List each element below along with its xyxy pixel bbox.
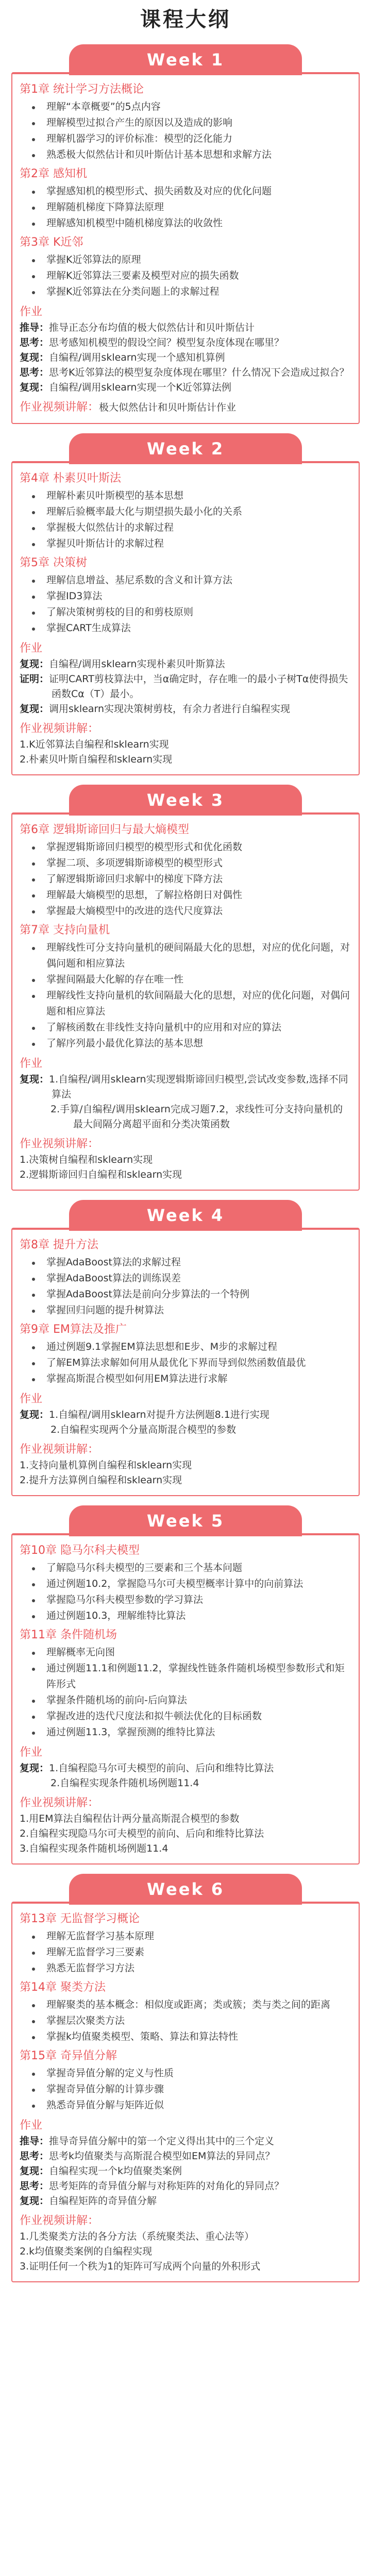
topic-item: 通过例题9.1掌握EM算法思想和E步、M步的求解过程 (25, 1339, 351, 1355)
review-item: 3.自编程实现条件随机场例题11.4 (20, 1843, 168, 1854)
review-item: 2.自编程实现隐马尔可夫模型的前向、后向和维特比算法 (20, 1828, 264, 1839)
homework-text: 思考感知机模型的假设空间？模型复杂度体现在哪里？ (49, 337, 284, 348)
homework-item (20, 1422, 351, 1437)
homework-text: 2.自编程实现条件随机场例题11.4 (50, 1777, 199, 1789)
review-item: 1.K近邻算法自编程和sklearn实现 (20, 739, 169, 750)
topic-item: 了解逻辑斯谛回归求解中的梯度下降方法 (25, 871, 351, 887)
week-block (11, 424, 360, 775)
topic-item: 掌握二项、多项逻辑斯谛模型的模型形式 (25, 855, 351, 871)
homework-text: 自编程实现一个k均值聚类案例 (49, 2165, 182, 2177)
review-item: 1.支持向量机算例自编程和sklearn实现 (20, 1460, 192, 1471)
topic-item: 理解概率无向图 (25, 1645, 351, 1660)
homework-item (20, 1408, 351, 1422)
homework-label: 推导： (20, 2136, 49, 2147)
homework-label: 复现： (20, 658, 49, 670)
homework-title: 作业 (20, 306, 43, 318)
topic-item: 掌握逻辑斯谛回归模型的模型形式和优化函数 (25, 839, 351, 855)
homework-item (20, 2179, 351, 2194)
homework-title: 作业 (20, 1393, 43, 1405)
week-tab: Week 1 (69, 44, 302, 75)
homework-item (20, 657, 351, 672)
topic-item: 掌握层次聚类方法 (25, 2013, 351, 2029)
week-block (11, 35, 360, 424)
topic-item: 掌握AdaBoost算法的训练误差 (25, 1270, 351, 1286)
chapter-title: 第4章 朴素贝叶斯法 (20, 472, 121, 485)
topic-item: 掌握AdaBoost算法的求解过程 (25, 1255, 351, 1270)
topic-item: 通过例题10.3，理解维特比算法 (25, 1608, 351, 1624)
topic-list (20, 839, 351, 919)
page-title: 课程大纲 (140, 8, 231, 31)
topic-list (20, 99, 351, 163)
week-tab: Week 2 (69, 433, 302, 464)
review-title: 作业视频讲解： (20, 2214, 99, 2227)
homework-item (20, 320, 351, 335)
week-block (11, 1191, 360, 1496)
topic-list (20, 1560, 351, 1624)
week-tab: Week 3 (69, 785, 302, 816)
topic-item: 理解聚类的基本概念：相似度或距离；类或簇；类与类之间的距离 (25, 1997, 351, 2013)
topic-item: 掌握奇异值分解的计算步骤 (25, 2081, 351, 2097)
topic-item: 熟悉奇异值分解与矩阵近似 (25, 2097, 351, 2113)
topic-item: 掌握贝叶斯估计的求解过程 (25, 536, 351, 552)
homework-label: 复现： (20, 2165, 49, 2177)
topic-list (20, 488, 351, 552)
topic-item: 了解决策树剪枝的目的和剪枝原则 (25, 604, 351, 620)
week-block (11, 775, 360, 1191)
topic-item: 理解朴素贝叶斯模型的基本思想 (25, 488, 351, 504)
homework-item (20, 365, 351, 380)
topic-list (20, 1928, 351, 1976)
topic-item: 掌握改进的迭代尺度法和拟牛顿法优化的目标函数 (25, 1708, 351, 1724)
topic-list (20, 1255, 351, 1318)
homework-text: 推导奇异值分解中的第一个定义得出其中的三个定义 (49, 2136, 275, 2147)
topic-list (20, 183, 351, 231)
topic-item: 掌握隐马尔科夫模型参数的学习算法 (25, 1592, 351, 1608)
week-card (11, 1902, 360, 2282)
topic-item: 理解感知机模型中随机梯度算法的收敛性 (25, 215, 351, 231)
topic-item: 掌握条件随机场的前向-后向算法 (25, 1692, 351, 1708)
homework-item (20, 1102, 351, 1132)
chapter-title: 第9章 EM算法及推广 (20, 1323, 127, 1336)
topic-item: 理解“本章概要”的5点内容 (25, 99, 351, 115)
homework-text: 2.手算/自编程/调用sklearn完成习题7.2，求线性可分支持向量机的最大间隔分离超平面和分类决策函数 (50, 1104, 343, 1130)
review-title: 作业视频讲解： (20, 1797, 99, 1809)
topic-item: 理解随机梯度下降算法原理 (25, 199, 351, 215)
topic-item: 理解最大熵模型的思想，了解拉格朗日对偶性 (25, 887, 351, 903)
topic-item: 掌握高斯混合模型如何用EM算法进行求解 (25, 1371, 351, 1387)
topic-item: 掌握极大似然估计的求解过程 (25, 520, 351, 536)
topic-item: 掌握K近邻算法的原理 (25, 252, 351, 268)
review-title (20, 399, 351, 416)
chapter-title: 第2章 感知机 (20, 167, 87, 180)
homework-text: 自编程/调用sklearn实现一个K近邻算法例 (49, 382, 231, 393)
homework-item (20, 2194, 351, 2209)
topic-list (20, 1339, 351, 1387)
homework-item (20, 1072, 351, 1102)
homework-label: 复现： (20, 352, 49, 363)
week-card (11, 1228, 360, 1496)
topic-list (20, 940, 351, 1052)
homework-text: 2.自编程实现两个分量高斯混合模型的参数 (50, 1424, 237, 1435)
topic-item: 理解无监督学习三要素 (25, 1944, 351, 1960)
review-item: 1.几类聚类方法的各分方法（系统聚类法、重心法等） (20, 2231, 255, 2242)
homework-text: 1.自编程/调用sklearn实现逻辑斯谛回归模型,尝试改变参数,选择不同算法 (49, 1074, 348, 1100)
topic-list (20, 252, 351, 300)
homework-item (20, 380, 351, 395)
chapter-title: 第13章 无监督学习概论 (20, 1912, 140, 1925)
weeks-container (0, 35, 371, 2282)
review-item: 2.k均值聚类案例的自编程实现 (20, 2246, 153, 2257)
review-item: 2.朴素贝叶斯自编程和sklearn实现 (20, 754, 173, 765)
homework-label: 推导： (20, 322, 49, 333)
homework-item (20, 2149, 351, 2164)
week-card (11, 461, 360, 775)
topic-item: 掌握感知机的模型形式、损失函数及对应的优化问题 (25, 183, 351, 199)
homework-text: 思考矩阵的奇异值分解与对称矩阵的对角化的异同点？ (49, 2180, 284, 2192)
topic-item: 了解EM算法求解如何用从最优化下界而导到似然函数值最优 (25, 1355, 351, 1371)
topic-item: 掌握CART生成算法 (25, 620, 351, 636)
chapter-title: 第7章 支持向量机 (20, 924, 110, 937)
topic-item: 熟悉无监督学习方法 (25, 1960, 351, 1976)
week-block (11, 1865, 360, 2282)
homework-item (20, 2164, 351, 2179)
homework-label: 思考： (20, 367, 49, 378)
topic-item: 了解核函数在非线性支持向量机中的应用和对应的算法 (25, 1020, 351, 1036)
topic-item: 掌握ID3算法 (25, 588, 351, 604)
week-card (11, 72, 360, 424)
topic-item: 理解线性可分支持向量机的硬间隔最大化的思想，对应的优化问题，对偶问题和相应算法 (25, 940, 351, 972)
homework-text: 自编程矩阵的奇异值分解 (49, 2195, 157, 2207)
topic-item: 掌握间隔最大化解的存在唯一性 (25, 972, 351, 988)
topic-item: 了解隐马尔科夫模型的三要素和三个基本问题 (25, 1560, 351, 1576)
review-item: 1.用EM算法自编程估计两分量高斯混合模型的参数 (20, 1813, 240, 1824)
topic-item: 理解机器学习的评价标准：模型的泛化能力 (25, 131, 351, 147)
topic-list (20, 1997, 351, 2045)
homework-label: 复现： (20, 382, 49, 393)
topic-item: 掌握K近邻算法在分类问题上的求解过程 (25, 284, 351, 300)
homework-label: 复现： (20, 1074, 49, 1085)
homework-label: 思考： (20, 337, 49, 348)
topic-list (20, 2065, 351, 2113)
homework-text: 自编程/调用sklearn实现朴素贝叶斯算法 (49, 658, 225, 670)
homework-item (20, 335, 351, 350)
homework-text: 1.自编程隐马尔可夫模型的前向、后向和维特比算法 (49, 1762, 274, 1774)
topic-item: 理解K近邻算法三要素及模型对应的损失函数 (25, 268, 351, 284)
topic-item: 通过例题10.2，掌握隐马尔可夫模型概率计算中的向前算法 (25, 1576, 351, 1592)
homework-label: 复现： (20, 1409, 49, 1420)
chapter-title: 第6章 逻辑斯谛回归与最大熵模型 (20, 823, 189, 836)
homework-label: 复现： (20, 2195, 49, 2207)
topic-item: 通过例题11.1和例题11.2，掌握线性链条件随机场模型参数形式和矩阵形式 (25, 1660, 351, 1692)
homework-text: 1.自编程/调用sklearn对提升方法例题8.1进行实现 (49, 1409, 269, 1420)
homework-label: 证明： (20, 673, 49, 685)
topic-item: 理解信息增益、基尼系数的含义和计算方法 (25, 572, 351, 588)
homework-text: 证明CART剪枝算法中，当α确定时，存在唯一的最小子树Tα使得损失函数Cα（T）最小。 (49, 673, 348, 700)
homework-label: 思考： (20, 2150, 49, 2162)
week-tab: Week 4 (69, 1200, 302, 1231)
chapter-title: 第5章 决策树 (20, 556, 87, 569)
topic-item: 掌握AdaBoost算法是前向分步算法的一个特例 (25, 1286, 351, 1302)
topic-item: 掌握k均值聚类模型、策略、算法和算法特性 (25, 2029, 351, 2045)
week-block (11, 1496, 360, 1865)
topic-item: 掌握奇异值分解的定义与性质 (25, 2065, 351, 2081)
homework-item (20, 672, 351, 702)
homework-item (20, 2134, 351, 2149)
homework-label: 思考： (20, 2180, 49, 2192)
topic-item: 了解序列最小最优化算法的基本思想 (25, 1036, 351, 1052)
review-title: 作业视频讲解： (20, 1138, 99, 1150)
topic-item: 理解模型过拟合产生的原因以及造成的影响 (25, 115, 351, 131)
homework-text: 思考K近邻算法的模型复杂度体现在哪里？什么情况下会造成过拟合？ (49, 367, 349, 378)
homework-text: 自编程/调用sklearn实现一个感知机算例 (49, 352, 225, 363)
review-item: 1.决策树自编程和sklearn实现 (20, 1154, 153, 1165)
homework-title: 作业 (20, 642, 43, 655)
topic-item: 理解无监督学习基本原理 (25, 1928, 351, 1944)
homework-text: 调用sklearn实现决策树剪枝，有余力者进行自编程实现 (49, 703, 291, 715)
homework-item (20, 350, 351, 365)
homework-text: 思考k均值聚类与高斯混合模型如EM算法的异同点？ (49, 2150, 275, 2162)
homework-item (20, 1776, 351, 1791)
chapter-title: 第1章 统计学习方法概论 (20, 83, 144, 96)
review-title: 作业视频讲解： (20, 722, 99, 735)
chapter-title: 第11章 条件随机场 (20, 1629, 117, 1641)
week-card (11, 812, 360, 1191)
chapter-title: 第14章 聚类方法 (20, 1981, 106, 1994)
homework-title: 作业 (20, 1057, 43, 1070)
topic-item: 理解后验概率最大化与期望损失最小化的关系 (25, 504, 351, 520)
review-item: 2.提升方法算例自编程和sklearn实现 (20, 1475, 182, 1486)
review-item: 2.逻辑斯谛回归自编程和sklearn实现 (20, 1169, 182, 1180)
review-item: 3.证明任何一个秩为1的矩阵可写成两个向量的外积形式 (20, 2261, 261, 2272)
homework-item (20, 702, 351, 717)
homework-title: 作业 (20, 2119, 43, 2132)
topic-item: 掌握最大熵模型中的改进的迭代尺度算法 (25, 903, 351, 919)
homework-item (20, 1761, 351, 1776)
homework-title: 作业 (20, 1746, 43, 1759)
homework-label: 复现： (20, 1762, 49, 1774)
chapter-title: 第15章 奇异值分解 (20, 2049, 117, 2062)
topic-item: 掌握回归问题的提升树算法 (25, 1302, 351, 1318)
topic-list (20, 1645, 351, 1740)
week-tab: Week 5 (69, 1505, 302, 1536)
chapter-title: 第3章 K近邻 (20, 236, 83, 249)
topic-list (20, 572, 351, 636)
topic-item: 通过例题11.3，掌握预测的维特比算法 (25, 1724, 351, 1740)
topic-item: 熟悉极大似然估计和贝叶斯估计基本思想和求解方法 (25, 147, 351, 163)
chapter-title: 第10章 隐马尔科夫模型 (20, 1544, 140, 1557)
chapter-title: 第8章 提升方法 (20, 1239, 98, 1251)
topic-item: 理解线性支持向量机的软间隔最大化的思想，对应的优化问题，对偶问题和相应算法 (25, 988, 351, 1020)
week-card (11, 1533, 360, 1865)
review-item: 极大似然估计和贝叶斯估计作业 (99, 402, 237, 413)
review-title: 作业视频讲解： (20, 1443, 99, 1456)
review-title-text: 作业视频讲解： (20, 401, 99, 414)
homework-label: 复现： (20, 703, 49, 715)
week-tab: Week 6 (69, 1874, 302, 1905)
homework-text: 推导正态分布均值的极大似然估计和贝叶斯估计 (49, 322, 255, 333)
